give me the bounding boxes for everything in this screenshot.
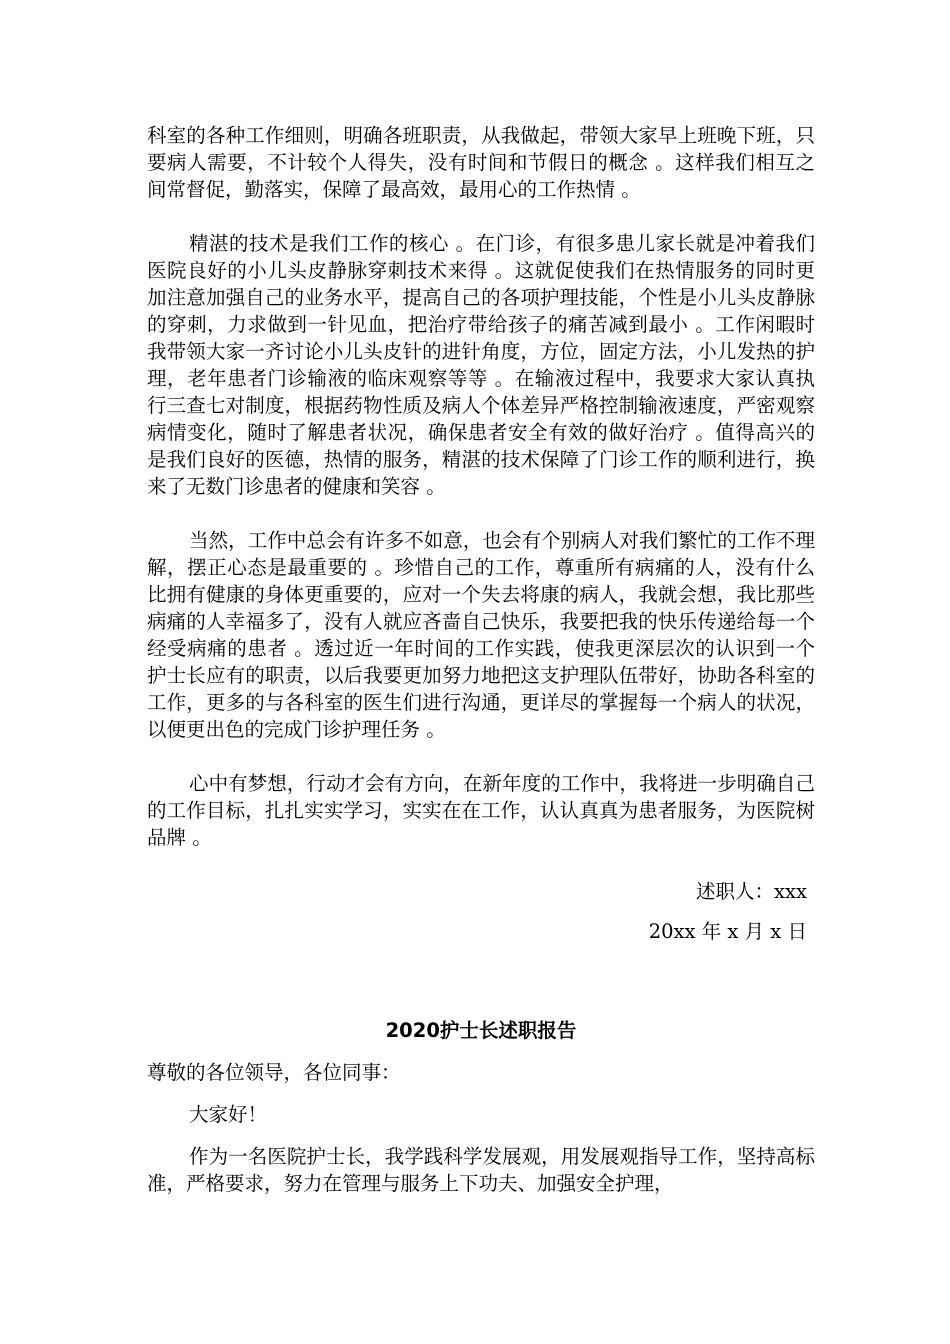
greeting: 大家好！: [189, 1103, 268, 1126]
paragraph-gap: [147, 905, 815, 918]
paragraph-gap: [147, 1044, 815, 1059]
salutation: 尊敬的各位领导，各位同事：: [147, 1061, 401, 1084]
paragraph-2: 精湛的技术是我们工作的核心 。在门诊，有很多患儿家长就是冲着我们医院良好的小儿头皮静脉穿刺技术来得 。这就促使我们在热情服务的同时更加注意加强自己的业务水平，提高自己的各项护理技能，个性是小儿头皮静脉的穿刺，力求做到一针见血，把治疗带给孩子的痛苦减到最小 。工作闲暇时我带领大家一齐讨论小儿头皮针的进针角度，方位，固定方法，小儿发热的护理，老年患者门诊输液的临床观察等等 。在输液过程中，我要求大家认真执行三查七对制度，根据药物性质及病人个体差异严格控制输液速度，严密观察病情变化，随时了解患者状况，确保患者安全有效的做好治疗 。值得高兴的是我们良好的医德，热情的服务，精湛的技术保障了门诊工作的顺利进行，换来了无数门诊患者的健康和笑容 。: [147, 232, 815, 498]
document-body: [147, 122, 815, 1197]
report-title: 2020护士长述职报告: [385, 1019, 577, 1042]
paragraph-gap: [147, 203, 815, 230]
paragraph-3: 当然，工作中总会有许多不如意，也会有个别病人对我们繁忙的工作不理解，摆正心态是最重要的 。珍惜自己的工作，尊重所有病痛的人，没有什么比拥有健康的身体更重要的，应对一个失去将康的病人，我就会想，我比那些病痛的人幸福多了，没有人就应吝啬自己快乐，我要把我的快乐传递给每一个经受病痛的患者 。透过近一年时间的工作实践，使我更深层次的认识到一个护士长应有的职责，以后我要更加努力地把这支护理队伍带好，协助各科室的工作，更多的与各科室的医生们进行沟通，更详尽的掌握每一个病人的状况，以便更出色的完成门诊护理任务 。: [147, 529, 815, 741]
paragraph-gap: [147, 851, 815, 878]
signature-line: 述职人：xxx: [696, 880, 807, 903]
paragraph-gap: [147, 500, 815, 527]
paragraph-gap: [147, 1128, 815, 1143]
paragraph-5: 作为一名医院护士长，我学践科学发展观，用发展观指导工作，坚持高标准，严格要求，努力在管理与服务上下功夫、加强安全护理，: [147, 1145, 815, 1195]
paragraph-gap: [147, 743, 815, 770]
date-line: 20xx 年 x 月 x 日: [648, 920, 807, 943]
paragraph-gap: [147, 1086, 815, 1101]
paragraph-4: 心中有梦想，行动才会有方向，在新年度的工作中，我将进一步明确自己的工作目标，扎扎实实学习，实实在在工作，认认真真为患者服务，为医院树品牌 。: [147, 772, 815, 849]
section-gap: [147, 945, 815, 1017]
paragraph-1: 科室的各种工作细则，明确各班职责，从我做起，带领大家早上班晚下班，只要病人需要，不计较个人得失，没有时间和节假日的概念 。这样我们相互之间常督促，勤落实，保障了最高效，最用心的工作热情 。: [147, 124, 815, 201]
